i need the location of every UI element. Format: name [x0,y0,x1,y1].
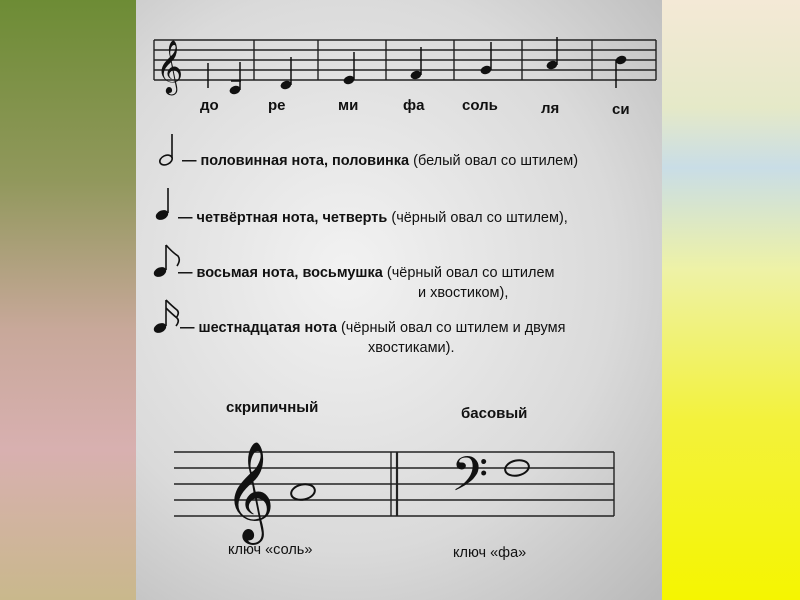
treble-clef-title: скрипичный [226,399,319,416]
music-sheet [136,0,662,600]
treble-clef-icon: 𝄞 [156,39,184,93]
duration-half-label: — половинная нота, половинка [182,153,410,169]
note-name-fa: фа [403,97,425,114]
bass-clef-title: басовый [461,405,528,422]
note-name-do: до [200,97,219,114]
background-right [662,0,800,600]
treble-clef-large-icon: 𝄞 [224,441,275,541]
half-note-icon [158,134,174,167]
eighth-note-icon [152,245,179,279]
duration-eighth-label: — восьмая нота, восьмушка [178,265,383,281]
duration-row-eighth [178,265,554,281]
duration-sixteenth-label: — шестнадцатая нота [180,320,337,336]
duration-eighth-description: (чёрный овал со штилем [386,265,555,281]
note-name-re: ре [268,97,286,114]
duration-half-description: (белый овал со штилем) [413,153,579,169]
duration-eighth-description-cont: и хвостиком), [418,285,509,301]
note-name-si: си [612,101,630,118]
duration-sixteenth-description: (чёрный овал со штилем и двумя [340,320,566,336]
sheet-drawing [136,0,662,600]
duration-row-half [182,153,578,169]
duration-sixteenth-description-cont: хвостиками). [368,340,455,356]
top-staff [154,40,656,80]
duration-row-sixteenth [180,320,565,336]
treble-whole-note [290,482,317,502]
sixteenth-note-icon [152,300,178,335]
note-name-sol: соль [462,97,498,114]
bass-clef-caption: ключ «фа» [453,545,527,561]
background-left [0,0,136,600]
note-name-mi: ми [338,97,359,114]
duration-row-quarter [178,210,568,226]
duration-quarter-label: — четвёртная нота, четверть [178,210,388,226]
duration-quarter-description: (чёрный овал со штилем), [391,210,568,226]
note-name-la: ля [541,100,560,117]
treble-clef-caption: ключ «соль» [228,542,313,558]
quarter-note-icon [154,188,170,222]
scale-notes [208,37,628,96]
bass-clef-icon: 𝄢 [451,446,489,514]
